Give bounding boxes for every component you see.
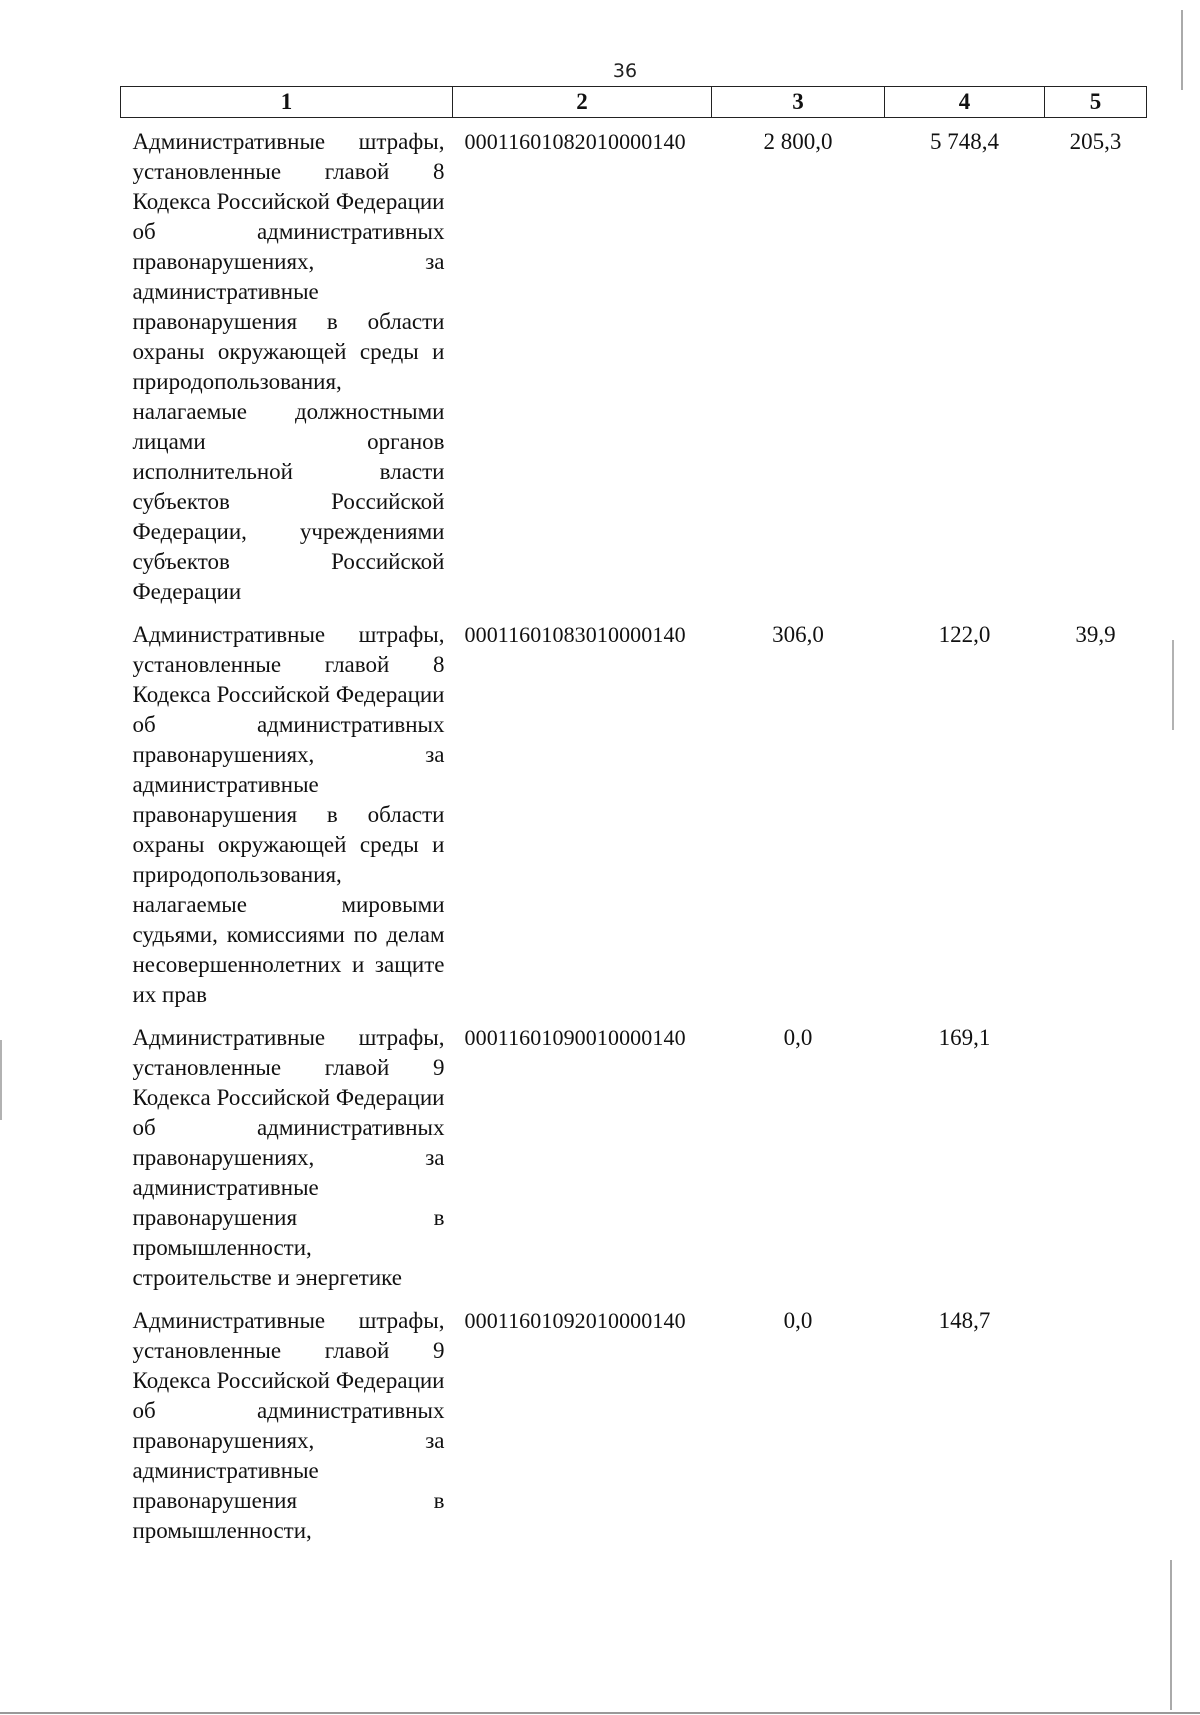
page-number: 36 [612, 60, 638, 82]
row-value-col3: 2 800,0 [763, 129, 833, 154]
table-row [121, 118, 1147, 608]
header-col-4: 4 [885, 87, 1045, 118]
row-description: Административные штрафы, установленные главой 9 Кодекса Российской Федерации об административных правонарушениях, за административные правонарушения в промышленности, [132, 1308, 445, 1543]
row-value-col3: 0,0 [783, 1308, 813, 1333]
table-row [121, 1010, 1147, 1293]
header-col-3: 3 [712, 87, 885, 118]
row-code: 00011601083010000140 [464, 622, 686, 647]
header-col-2: 2 [453, 87, 712, 118]
scan-edge-mark [0, 1712, 1200, 1714]
scan-edge-mark [1170, 1560, 1172, 1710]
header-col-5: 5 [1045, 87, 1147, 118]
table-header [121, 87, 1147, 118]
row-value-col5 [1045, 1010, 1147, 1293]
row-value-col3: 306,0 [772, 622, 824, 647]
row-value-col4: 5 748,4 [930, 129, 999, 154]
row-value-col5: 39,9 [1075, 622, 1116, 647]
table-body [121, 118, 1147, 1547]
table-row [121, 1293, 1147, 1546]
row-value-col5: 205,3 [1069, 129, 1122, 154]
row-value-col4: 122,0 [938, 622, 991, 647]
row-code: 00011601090010000140 [464, 1025, 686, 1050]
row-code: 00011601082010000140 [464, 129, 686, 154]
row-value-col4: 148,7 [938, 1308, 991, 1333]
row-description: Административные штрафы, установленные главой 8 Кодекса Российской Федерации об административных правонарушениях, за административные правонарушения в области охраны окружающей среды и природопользования, налагаемые мировыми судьями, комиссиями по делам несовершеннолетних и защите их прав [132, 622, 445, 1007]
row-description: Административные штрафы, установленные главой 9 Кодекса Российской Федерации об административных правонарушениях, за административные правонарушения в промышленности, строительстве и энергетике [132, 1025, 445, 1290]
scan-edge-mark [1172, 640, 1174, 730]
row-value-col3: 0,0 [783, 1025, 813, 1050]
row-description: Административные штрафы, установленные главой 8 Кодекса Российской Федерации об административных правонарушениях, за административные правонарушения в области охраны окружающей среды и природопользования, налагаемые должностными лицами органов исполнительной власти субъектов Российской Федерации, учреждениями субъектов Российской Федерации [132, 129, 445, 604]
scan-edge-mark [1181, 10, 1183, 90]
row-value-col5 [1045, 1293, 1147, 1546]
header-row [121, 87, 1147, 118]
header-col-1: 1 [121, 87, 453, 118]
table-row [121, 607, 1147, 1010]
row-code: 00011601092010000140 [464, 1308, 686, 1333]
scan-edge-mark [0, 1040, 2, 1120]
row-value-col4: 169,1 [938, 1025, 991, 1050]
revenue-table [120, 86, 1147, 1546]
